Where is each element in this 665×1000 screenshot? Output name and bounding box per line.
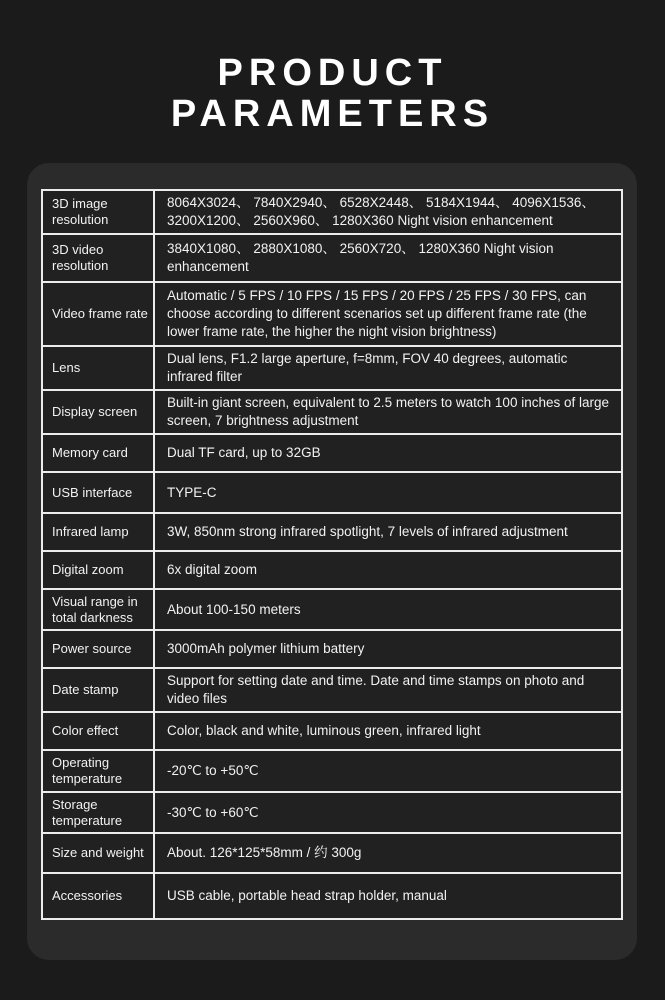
table-row <box>42 234 622 282</box>
param-label: 3D image resolution <box>42 190 154 234</box>
table-row <box>42 630 622 668</box>
param-label: Digital zoom <box>42 551 154 589</box>
table-row <box>42 513 622 551</box>
param-label: Display screen <box>42 390 154 434</box>
param-value: About 100-150 meters <box>154 589 622 630</box>
table-row <box>42 472 622 513</box>
param-label: Infrared lamp <box>42 513 154 551</box>
table-row <box>42 833 622 873</box>
param-value: USB cable, portable head strap holder, manual <box>154 873 622 919</box>
param-label: Power source <box>42 630 154 668</box>
param-label: Operating temperature <box>42 750 154 792</box>
param-label: Video frame rate <box>42 282 154 346</box>
param-value: 6x digital zoom <box>154 551 622 589</box>
param-label: Lens <box>42 346 154 390</box>
table-row <box>42 190 622 234</box>
table-row <box>42 873 622 919</box>
page-title-line1: PRODUCT <box>217 52 448 94</box>
param-value: Support for setting date and time. Date and time stamps on photo and video files <box>154 668 622 712</box>
param-value: -20℃ to +50℃ <box>154 750 622 792</box>
param-value: Automatic / 5 FPS / 10 FPS / 15 FPS / 20 FPS / 25 FPS / 30 FPS, can choose according to different scenarios set up different frame rate (the lower frame rate, the higher the night vision brightness) <box>154 282 622 346</box>
table-row <box>42 346 622 390</box>
param-value: 3000mAh polymer lithium battery <box>154 630 622 668</box>
table-row <box>42 792 622 833</box>
param-value: About. 126*125*58mm / 约 300g <box>154 833 622 873</box>
spec-table <box>41 189 623 920</box>
param-value: TYPE-C <box>154 472 622 513</box>
param-value: Dual lens, F1.2 large aperture, f=8mm, FOV 40 degrees, automatic infrared filter <box>154 346 622 390</box>
spec-panel <box>27 163 637 960</box>
param-value: Dual TF card, up to 32GB <box>154 434 622 472</box>
param-value: Built-in giant screen, equivalent to 2.5 meters to watch 100 inches of large screen, 7 brightness adjustment <box>154 390 622 434</box>
param-label: Memory card <box>42 434 154 472</box>
param-label: Accessories <box>42 873 154 919</box>
page-title <box>0 53 665 135</box>
param-label: USB interface <box>42 472 154 513</box>
param-label: Color effect <box>42 712 154 750</box>
page-title-line2: PARAMETERS <box>170 93 495 135</box>
table-row <box>42 551 622 589</box>
param-label: Date stamp <box>42 668 154 712</box>
param-value: Color, black and white, luminous green, infrared light <box>154 712 622 750</box>
param-value: 8064X3024、 7840X2940、 6528X2448、 5184X1944、 4096X1536、 3200X1200、 2560X960、 1280X360 Night vision enhancement <box>154 190 622 234</box>
param-label: Visual range in total darkness <box>42 589 154 630</box>
param-value: 3W, 850nm strong infrared spotlight, 7 levels of infrared adjustment <box>154 513 622 551</box>
param-value: 3840X1080、 2880X1080、 2560X720、 1280X360 Night vision enhancement <box>154 234 622 282</box>
table-row <box>42 282 622 346</box>
table-row <box>42 434 622 472</box>
param-value: -30℃ to +60℃ <box>154 792 622 833</box>
table-row <box>42 589 622 630</box>
param-label: 3D video resolution <box>42 234 154 282</box>
table-row <box>42 668 622 712</box>
param-label: Storage temperature <box>42 792 154 833</box>
table-row <box>42 390 622 434</box>
table-row <box>42 712 622 750</box>
table-row <box>42 750 622 792</box>
param-label: Size and weight <box>42 833 154 873</box>
